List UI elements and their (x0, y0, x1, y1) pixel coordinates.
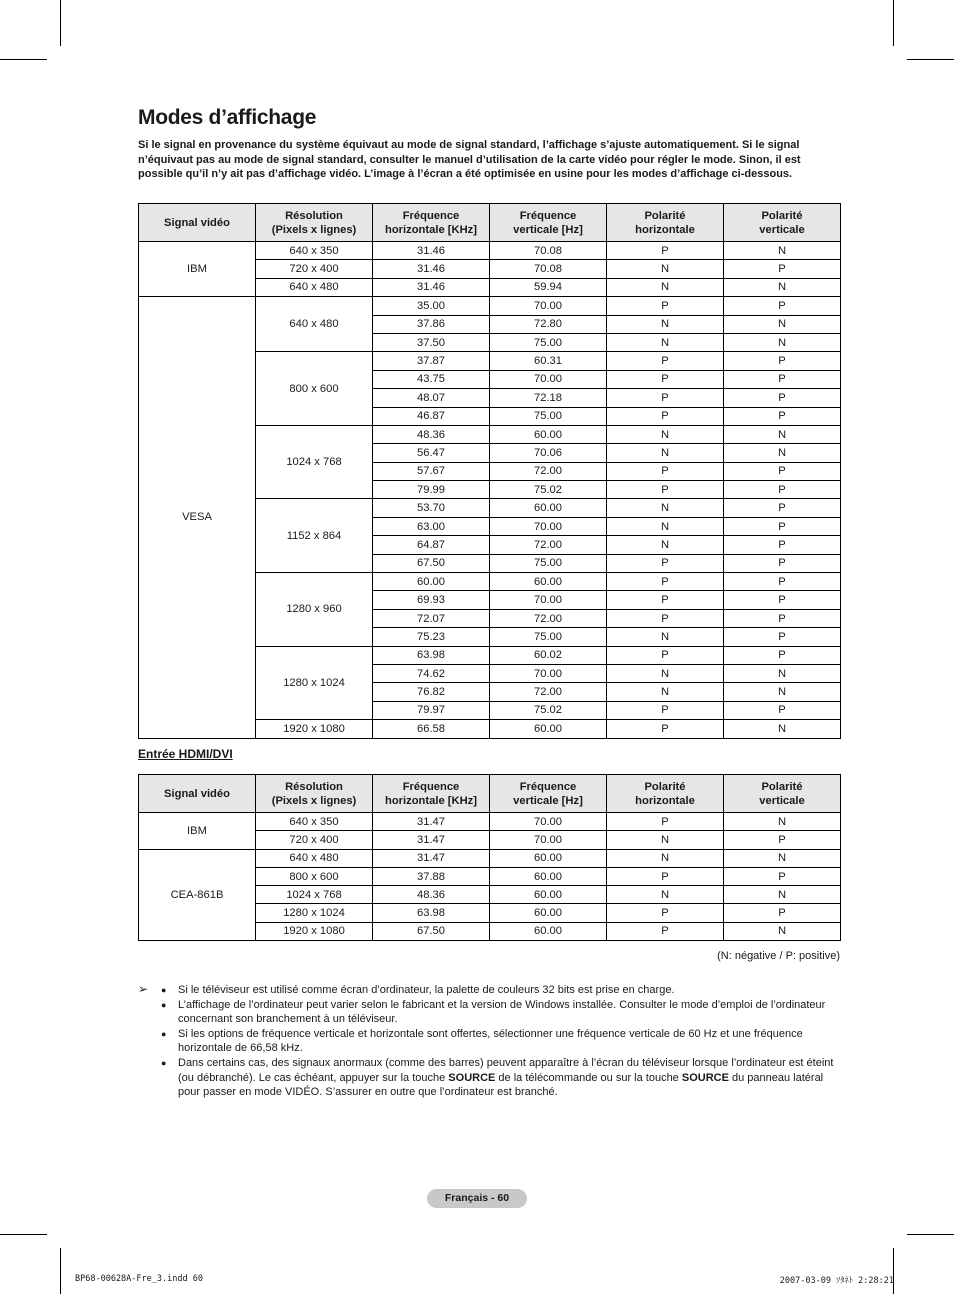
vpol-cell: P (724, 573, 841, 591)
resolution-cell: 640 x 350 (256, 813, 373, 831)
hpol-cell: N (607, 499, 724, 517)
vpol-cell: P (724, 609, 841, 627)
hpol-cell: P (607, 701, 724, 719)
hfreq-cell: 48.36 (373, 425, 490, 443)
hpol-cell: P (607, 922, 724, 940)
hpol-cell: P (607, 591, 724, 609)
vfreq-cell: 72.00 (490, 536, 607, 554)
table-header-row (139, 775, 841, 813)
hfreq-cell: 31.46 (373, 242, 490, 260)
hfreq-cell: 63.98 (373, 904, 490, 922)
polarity-legend: (N: négative / P: positive) (717, 950, 840, 962)
crop-mark (60, 0, 61, 46)
vpol-cell: P (724, 352, 841, 370)
vpol-cell: P (724, 628, 841, 646)
hpol-cell: N (607, 278, 724, 296)
hpol-cell: N (607, 683, 724, 701)
note-text: de la télécommande ou sur la touche (495, 1071, 682, 1084)
page-title: Modes d’affichage (138, 106, 317, 129)
note-item (161, 1056, 838, 1100)
vfreq-cell: 60.00 (490, 573, 607, 591)
vfreq-cell: 72.00 (490, 683, 607, 701)
resolution-cell: 1024 x 768 (256, 886, 373, 904)
table-row (139, 242, 841, 260)
hpol-cell: N (607, 315, 724, 333)
hdmi-dvi-heading: Entrée HDMI/DVI (138, 747, 233, 761)
table-row (139, 813, 841, 831)
vfreq-cell: 70.00 (490, 591, 607, 609)
vfreq-cell: 75.00 (490, 333, 607, 351)
hpol-cell: P (607, 481, 724, 499)
note-keyword: SOURCE (448, 1071, 496, 1084)
hpol-cell: P (607, 573, 724, 591)
header-resolution: Résolution (Pixels x lignes) (256, 775, 373, 813)
header-hpol: Polarité horizontale (607, 204, 724, 242)
hpol-cell: P (607, 407, 724, 425)
hpol-cell: N (607, 517, 724, 535)
vpol-cell: N (724, 315, 841, 333)
vpol-cell: N (724, 813, 841, 831)
hpol-cell: N (607, 849, 724, 867)
resolution-cell: 1920 x 1080 (256, 922, 373, 940)
hfreq-cell: 31.46 (373, 278, 490, 296)
resolution-cell: 1920 x 1080 (256, 720, 373, 738)
vpol-cell: P (724, 646, 841, 664)
vfreq-cell: 60.31 (490, 352, 607, 370)
hfreq-cell: 37.88 (373, 867, 490, 885)
vfreq-cell: 60.00 (490, 720, 607, 738)
note-item (161, 998, 838, 1027)
hfreq-cell: 60.00 (373, 573, 490, 591)
vpol-cell: P (724, 389, 841, 407)
bullet-icon: ● (161, 985, 167, 995)
header-resolution: Résolution (Pixels x lignes) (256, 204, 373, 242)
vfreq-cell: 70.08 (490, 242, 607, 260)
signal-cell: VESA (139, 297, 256, 738)
vpol-cell: P (724, 260, 841, 278)
vpol-cell: N (724, 849, 841, 867)
vfreq-cell: 70.00 (490, 297, 607, 315)
vfreq-cell: 60.00 (490, 886, 607, 904)
hfreq-cell: 37.86 (373, 315, 490, 333)
vpol-cell: N (724, 720, 841, 738)
note-text: Si les options de fréquence verticale et horizontale sont offertes, sélectionner une fréquence verticale de 60 Hz et une fréquence horizontale de 66,58 kHz. (178, 1027, 803, 1055)
hfreq-cell: 48.07 (373, 389, 490, 407)
hpol-cell: P (607, 352, 724, 370)
hpol-cell: P (607, 370, 724, 388)
hfreq-cell: 79.97 (373, 701, 490, 719)
hpol-cell: P (607, 554, 724, 572)
signal-cell: CEA-861B (139, 849, 256, 940)
note-item (161, 983, 838, 998)
vpol-cell: N (724, 425, 841, 443)
vfreq-cell: 70.00 (490, 370, 607, 388)
vfreq-cell: 75.00 (490, 407, 607, 425)
hpol-cell: P (607, 609, 724, 627)
hfreq-cell: 74.62 (373, 664, 490, 682)
vfreq-cell: 60.00 (490, 425, 607, 443)
vfreq-cell: 60.00 (490, 867, 607, 885)
resolution-cell: 1280 x 960 (256, 573, 373, 647)
vpol-cell: N (724, 278, 841, 296)
table-row (139, 297, 841, 315)
crop-mark (907, 1234, 954, 1235)
notes-list (138, 983, 838, 1100)
header-hpol: Polarité horizontale (607, 775, 724, 813)
note-item (161, 1027, 838, 1056)
vfreq-cell: 75.00 (490, 628, 607, 646)
resolution-cell: 1280 x 1024 (256, 904, 373, 922)
header-hfreq: Fréquence horizontale [KHz] (373, 204, 490, 242)
resolution-cell: 640 x 480 (256, 278, 373, 296)
hpol-cell: P (607, 389, 724, 407)
vpol-cell: P (724, 701, 841, 719)
hfreq-cell: 79.99 (373, 481, 490, 499)
hfreq-cell: 63.00 (373, 517, 490, 535)
crop-mark (893, 1248, 894, 1294)
hpol-cell: P (607, 462, 724, 480)
hpol-cell: N (607, 444, 724, 462)
header-vpol: Polarité verticale (724, 775, 841, 813)
resolution-cell: 640 x 350 (256, 242, 373, 260)
hfreq-cell: 56.47 (373, 444, 490, 462)
hfreq-cell: 43.75 (373, 370, 490, 388)
header-signal: Signal vidéo (139, 204, 256, 242)
vpol-cell: N (724, 664, 841, 682)
vpol-cell: P (724, 481, 841, 499)
vpol-cell: N (724, 886, 841, 904)
vfreq-cell: 70.00 (490, 813, 607, 831)
header-vfreq: Fréquence verticale [Hz] (490, 775, 607, 813)
header-hfreq: Fréquence horizontale [KHz] (373, 775, 490, 813)
hpol-cell: N (607, 886, 724, 904)
hfreq-cell: 53.70 (373, 499, 490, 517)
crop-mark (60, 1248, 61, 1294)
vpol-cell: P (724, 407, 841, 425)
hfreq-cell: 37.50 (373, 333, 490, 351)
hfreq-cell: 75.23 (373, 628, 490, 646)
vfreq-cell: 59.94 (490, 278, 607, 296)
vfreq-cell: 72.18 (490, 389, 607, 407)
vfreq-cell: 60.00 (490, 922, 607, 940)
table-body (139, 813, 841, 941)
resolution-cell: 640 x 480 (256, 297, 373, 352)
note-text: Si le téléviseur est utilisé comme écran d’ordinateur, la palette de couleurs 32 bits est prise en charge. (178, 984, 675, 996)
hfreq-cell: 72.07 (373, 609, 490, 627)
note-keyword: SOURCE (681, 1071, 729, 1084)
bullet-icon: ● (161, 1057, 167, 1068)
vpol-cell: P (724, 554, 841, 572)
hpol-cell: N (607, 664, 724, 682)
hfreq-cell: 66.58 (373, 720, 490, 738)
hpol-cell: N (607, 333, 724, 351)
vpol-cell: N (724, 444, 841, 462)
vpol-cell: P (724, 867, 841, 885)
hpol-cell: P (607, 813, 724, 831)
hfreq-cell: 37.87 (373, 352, 490, 370)
vpol-cell: P (724, 499, 841, 517)
hfreq-cell: 67.50 (373, 554, 490, 572)
vpol-cell: P (724, 462, 841, 480)
crop-mark (907, 59, 954, 60)
resolution-cell: 640 x 480 (256, 849, 373, 867)
bullet-icon: ● (161, 999, 167, 1010)
resolution-cell: 1280 x 1024 (256, 646, 373, 720)
vpol-cell: P (724, 831, 841, 849)
hfreq-cell: 31.47 (373, 849, 490, 867)
hfreq-cell: 64.87 (373, 536, 490, 554)
vfreq-cell: 72.00 (490, 462, 607, 480)
crop-mark (893, 0, 894, 46)
hpol-cell: N (607, 628, 724, 646)
header-signal: Signal vidéo (139, 775, 256, 813)
vfreq-cell: 70.00 (490, 831, 607, 849)
footer-file-info: BP68-00628A-Fre_3.indd 60 (75, 1274, 203, 1284)
hfreq-cell: 35.00 (373, 297, 490, 315)
crop-mark (0, 59, 47, 60)
hpol-cell: N (607, 425, 724, 443)
resolution-cell: 720 x 400 (256, 260, 373, 278)
hfreq-cell: 46.87 (373, 407, 490, 425)
hpol-cell: P (607, 720, 724, 738)
footer-timestamp: 2007-03-09 ｿﾀﾈﾄ 2:28:21 (779, 1276, 894, 1286)
hfreq-cell: 31.47 (373, 831, 490, 849)
vfreq-cell: 70.08 (490, 260, 607, 278)
resolution-cell: 720 x 400 (256, 831, 373, 849)
hfreq-cell: 48.36 (373, 886, 490, 904)
signal-cell: IBM (139, 813, 256, 850)
hdmi-dvi-table (138, 774, 841, 941)
hpol-cell: P (607, 297, 724, 315)
vfreq-cell: 70.00 (490, 664, 607, 682)
intro-paragraph: Si le signal en provenance du système équivaut au mode de signal standard, l’affichage s’ajuste automatiquement. Si le signal n’équivaut pas au mode de signal standard, consulter le manuel d’utilisation de la carte vidéo pour régler le mode. Sinon, il est possible qu’il n’y ait pas d’affichage vidéo. L’image à l’écran a été optimisée en usine pour les modes d’affichage ci-dessous. (138, 139, 801, 181)
hpol-cell: N (607, 536, 724, 554)
resolution-cell: 800 x 600 (256, 352, 373, 426)
note-text: L’affichage de l’ordinateur peut varier selon le fabricant et la version de Windows installée. Consulter le mode d’emploi de l’ordinateur concernant son branchement à un téléviseur. (178, 998, 826, 1026)
hfreq-cell: 31.46 (373, 260, 490, 278)
page-number: Français - 60 (427, 1189, 527, 1208)
vpol-cell: N (724, 242, 841, 260)
vfreq-cell: 75.02 (490, 701, 607, 719)
hpol-cell: P (607, 646, 724, 664)
vpol-cell: P (724, 904, 841, 922)
notes-section (138, 983, 838, 1100)
vpol-cell: N (724, 683, 841, 701)
hfreq-cell: 57.67 (373, 462, 490, 480)
vfreq-cell: 60.00 (490, 499, 607, 517)
hfreq-cell: 76.82 (373, 683, 490, 701)
vpol-cell: P (724, 536, 841, 554)
hpol-cell: P (607, 867, 724, 885)
display-modes-table (138, 203, 841, 739)
vfreq-cell: 60.00 (490, 849, 607, 867)
hpol-cell: P (607, 904, 724, 922)
table-row (139, 849, 841, 867)
vfreq-cell: 60.00 (490, 904, 607, 922)
arrow-icon: ➢ (138, 982, 149, 996)
note-text: du panneau latéral pour passer en mode VIDÉO. S’assurer en outre que l’ordinateur est branché. (178, 1071, 824, 1099)
hpol-cell: P (607, 242, 724, 260)
vfreq-cell: 75.02 (490, 481, 607, 499)
crop-mark (0, 1234, 47, 1235)
bullet-icon: ● (161, 1028, 167, 1039)
signal-cell: IBM (139, 242, 256, 297)
vpol-cell: P (724, 370, 841, 388)
vfreq-cell: 75.00 (490, 554, 607, 572)
vfreq-cell: 70.00 (490, 517, 607, 535)
resolution-cell: 800 x 600 (256, 867, 373, 885)
vpol-cell: N (724, 333, 841, 351)
vfreq-cell: 70.06 (490, 444, 607, 462)
hfreq-cell: 31.47 (373, 813, 490, 831)
vfreq-cell: 60.02 (490, 646, 607, 664)
vpol-cell: N (724, 922, 841, 940)
vpol-cell: P (724, 517, 841, 535)
resolution-cell: 1024 x 768 (256, 425, 373, 499)
hfreq-cell: 67.50 (373, 922, 490, 940)
vpol-cell: P (724, 591, 841, 609)
vpol-cell: P (724, 297, 841, 315)
hpol-cell: N (607, 831, 724, 849)
header-vfreq: Fréquence verticale [Hz] (490, 204, 607, 242)
table-header-row (139, 204, 841, 242)
hfreq-cell: 63.98 (373, 646, 490, 664)
table-body (139, 242, 841, 739)
header-vpol: Polarité verticale (724, 204, 841, 242)
note-text: Dans certains cas, des signaux anormaux (comme des barres) peuvent apparaître à l’écran du téléviseur lorsque l’ordinateur est éteint (ou débranché). Le cas échéant, appuyer sur la touche (178, 1056, 834, 1084)
resolution-cell: 1152 x 864 (256, 499, 373, 573)
vfreq-cell: 72.80 (490, 315, 607, 333)
vfreq-cell: 72.00 (490, 609, 607, 627)
hpol-cell: N (607, 260, 724, 278)
hfreq-cell: 69.93 (373, 591, 490, 609)
